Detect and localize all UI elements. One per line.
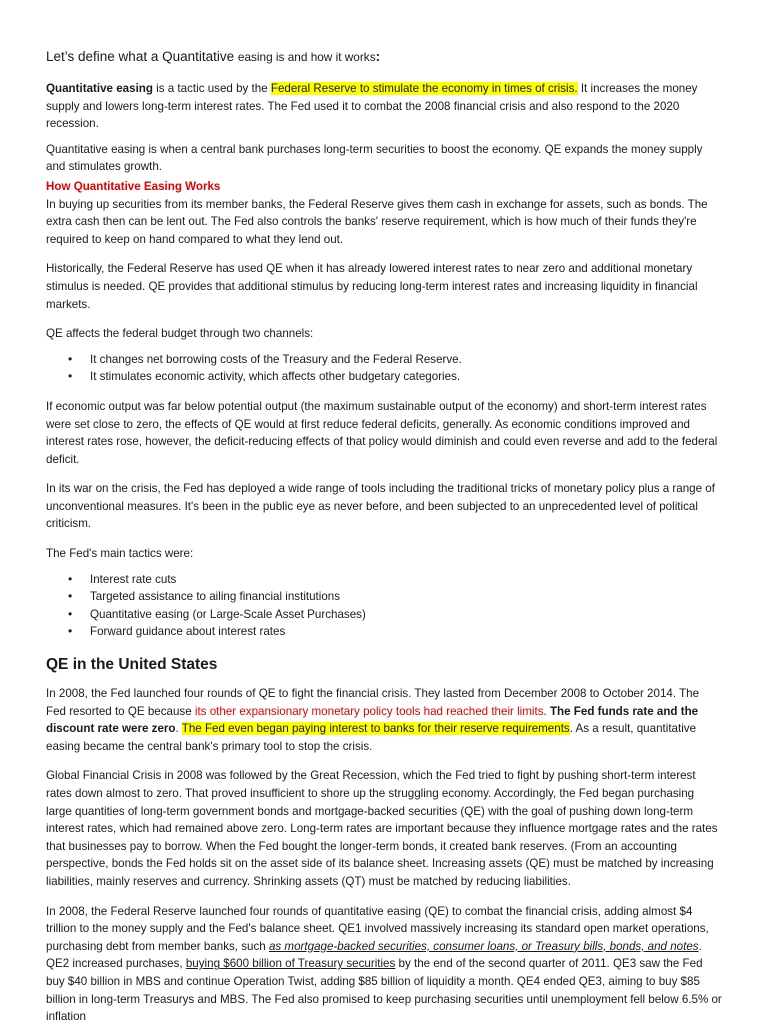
list-item: • Quantitative easing (or Large-Scale Asset Purchases) (90, 606, 722, 624)
underlined-treasury-purchase: buying $600 billion of Treasury securities (185, 957, 396, 971)
intro-text-a: Let’s define what a Quantitative (46, 49, 235, 64)
paragraph-definition-2: Quantitative easing is when a central bank purchases long-term securities to boost the economy. QE expands the money supply and stimulates growth. (46, 142, 703, 174)
paragraph-buying-securities: In buying up securities from its member banks, the Federal Reserve gives them cash in exchange for assets, such as bonds. The extra cash then can be lent out. The Fed also controls the banks' reserve requirement, which is how much of their funds they're required to keep on hand compared to what they lend out. (46, 197, 708, 246)
channels-list (46, 351, 722, 386)
paragraph-great-recession: Global Financial Crisis in 2008 was followed by the Great Recession, which the Fed tried to fight by pushing short-term interest rates down almost to zero. That proved insufficient to shore up the struggling economy. Accordingly, the Fed began purchasing large quantities of long-term government bonds and mortgage-backed securities (QE) with the goal of pushing down long-term interest rates, which had remained above zero. Long-term rates are important because they influence mortgage rates and the rates that businesses pay to borrow. When the Fed bought the longer-term bonds, it created bank reserves. (From an accounting perspective, bonds the Fed holds sit on the asset side of its balance sheet. Increasing assets (QE) must be matched by increasing liabilities, mainly reserves and currency. Shrinking assets (QT) must be matched by reducing liabilities. (46, 769, 718, 888)
paragraph-historically: Historically, the Federal Reserve has used QE when it has already lowered interest rates to near zero and additional monetary stimulus is needed. QE provides that additional stimulus by reducing long-term interest rates and increasing liquidity in financial markets. (46, 262, 698, 311)
underlined-italic-securities: as mortgage-backed securities, consumer loans, or Treasury bills, bonds, and notes (268, 939, 699, 953)
list-item: • Targeted assistance to ailing financial institutions (90, 588, 722, 606)
highlight-federal-reserve: Federal Reserve to stimulate the economy in times of crisis. (270, 82, 578, 95)
section-heading-qe-us: QE in the United States (46, 656, 218, 674)
bold-fed-funds-rate: The Fed funds rate and the discount rate were zero (46, 704, 699, 736)
list-item: • Interest rate cuts (90, 571, 722, 589)
paragraph-war-on-crisis: In its war on the crisis, the Fed has deployed a wide range of tools including the traditional tricks of monetary policy plus a range of unconventional measures. It's been in the public eye as never before, and been subjected to an unprecedented level of political criticism. (46, 482, 715, 531)
red-text-tools-limits: its other expansionary monetary policy tools had reached their limits (194, 704, 544, 718)
intro-colon: : (375, 49, 381, 64)
term-quantitative-easing: Quantitative easing (46, 82, 153, 95)
intro-text-b: easing is and how it works (237, 50, 376, 64)
tactics-list (46, 571, 722, 641)
subheading-how-qe-works: How Quantitative Easing Works (46, 179, 221, 193)
paragraph-four-rounds: In 2008, the Federal Reserve launched four rounds of quantitative easing (QE) to combat the financial crisis, adding almost $4 trillion to the money supply and the Fed's balance sheet. QE1 involved massively increasing its standard open market operations, purchasing debt from member banks, such as mortgage-backed securities, consumer loans, or Treasury bills, bonds, and notes. QE2 increased purchases, buying $600 billion of Treasury securities by the end of the second quarter of 2011. QE3 saw the Fed buy $40 billion in MBS and continue Operation Twist, adding $85 billion of liquidity a month. QE4 ended QE3, aiming to buy $85 billion in long-term Treasurys and MBS. The Fed also promised to keep purchasing securities until unemployment fell below 6.5% or inflation (46, 904, 722, 1024)
paragraph-budget-channels: QE affects the federal budget through two channels: (46, 327, 314, 341)
list-item: • It stimulates economic activity, which affects other budgetary categories. (90, 368, 722, 386)
highlight-paying-interest: The Fed even began paying interest to banks for their reserve requirements (181, 722, 570, 736)
paragraph-2008-rounds: In 2008, the Fed launched four rounds of QE to fight the financial crisis. They lasted from December 2008 to October 2014. The Fed resorted to QE because its other expansionary monetary policy tools had reached their limits. The Fed funds rate and the discount rate were zero. The Fed even began paying interest to banks for their reserve requirements. As a result, quantitative easing became the central bank's primary tool to stop the crisis. (46, 687, 700, 753)
paragraph-economic-output: If economic output was far below potential output (the maximum sustainable output of the economy) and short-term interest rates were set close to zero, the effects of QE would at first reduce federal deficits, generally. As economic conditions improved and interest rates rose, however, the deficit-reducing effects of that policy would diminish and could even reverse and add to the federal deficit. (46, 399, 718, 466)
paragraph-definition: Quantitative easing is a tactic used by the Federal Reserve to stimulate the economy in times of crisis. It increases the money supply and lowers long-term interest rates. The Fed used it to combat the 2008 financial crisis and also respond to the 2020 recession. (46, 82, 698, 131)
intro-line (46, 48, 722, 66)
list-item: • It changes net borrowing costs of the Treasury and the Federal Reserve. (90, 351, 722, 369)
paragraph-main-tactics: The Fed's main tactics were: (46, 547, 194, 561)
list-item: • Forward guidance about interest rates (90, 623, 722, 641)
